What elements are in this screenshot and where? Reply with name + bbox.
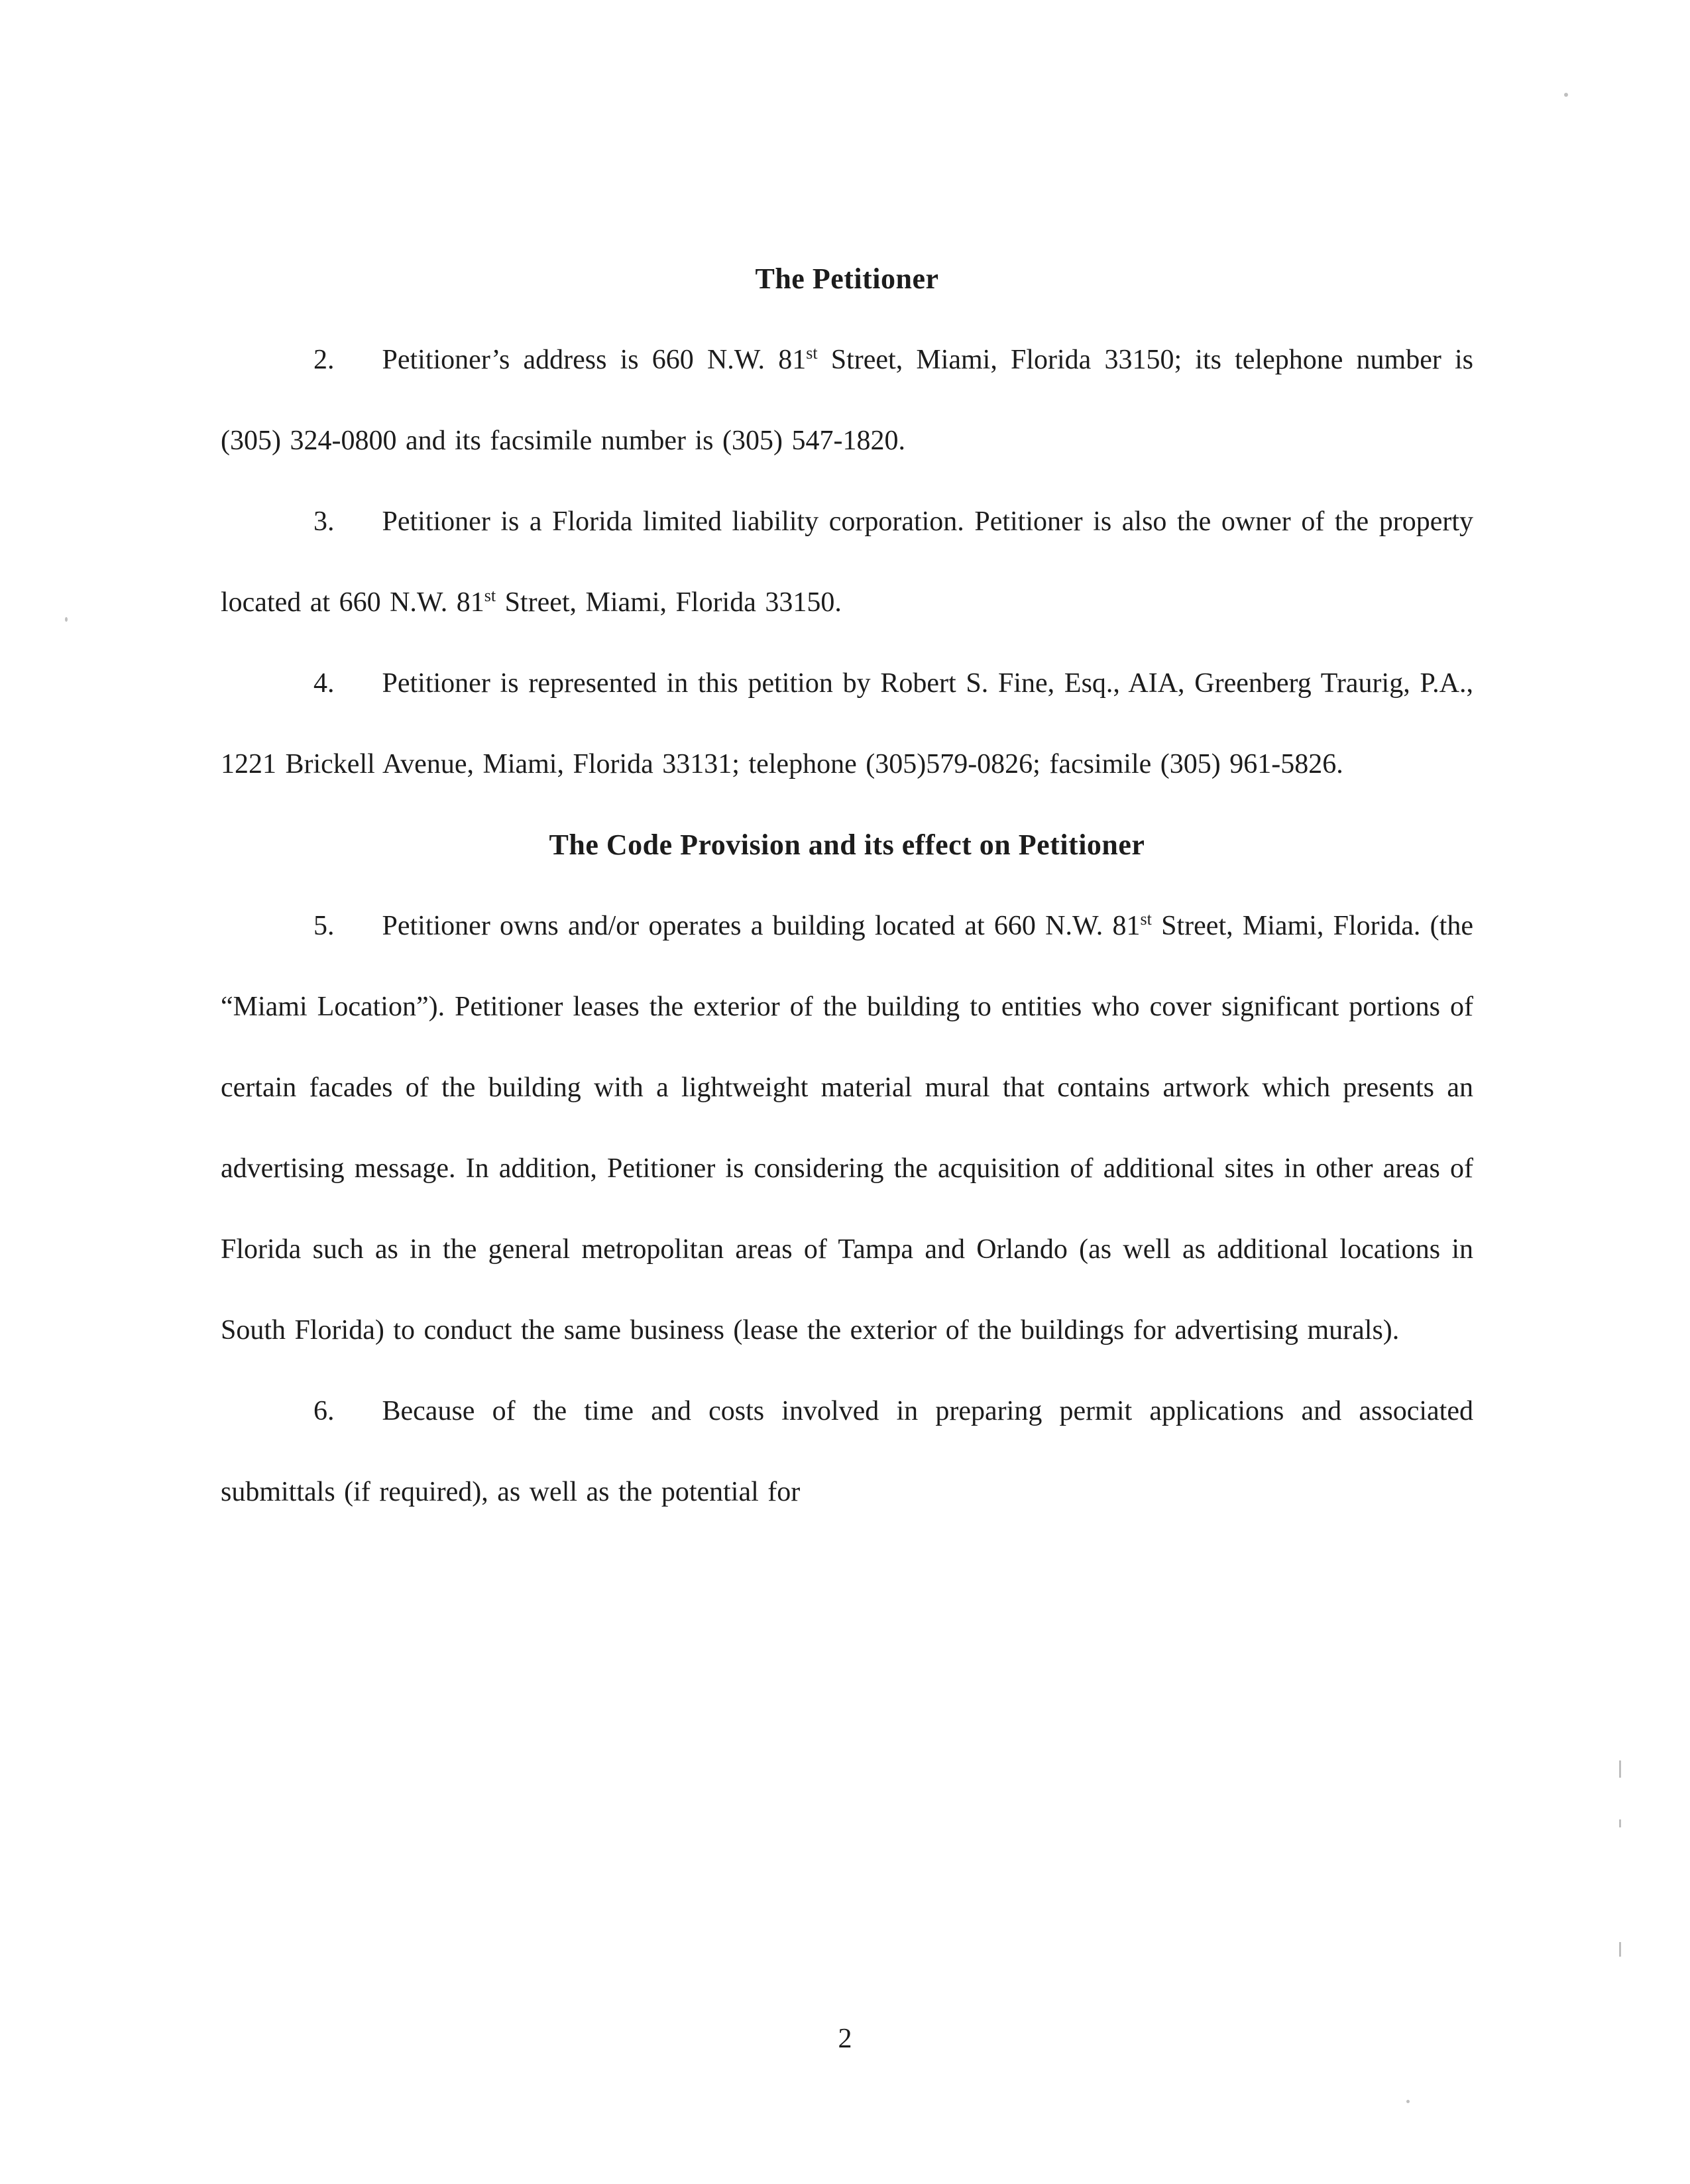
- section-heading-petitioner: The Petitioner: [755, 262, 939, 295]
- paragraph-5: [221, 886, 1473, 1371]
- paragraph-number: 2.: [313, 345, 335, 375]
- paragraph-number: 4.: [313, 668, 335, 699]
- paragraph-3: [221, 481, 1473, 643]
- page-number: 2: [838, 2024, 852, 2054]
- section-heading-code-provision: The Code Provision and its effect on Petitioner: [549, 829, 1145, 861]
- paragraph-text: Petitioner is a Florida limited liability corporation. Petitioner is also the owner of the property located at 660 N.W. 81: [221, 506, 1473, 618]
- ordinal-superscript: st: [806, 343, 818, 363]
- ordinal-superscript: st: [484, 586, 496, 605]
- scan-artifact: [65, 617, 68, 622]
- ordinal-superscript: st: [1140, 909, 1152, 929]
- scan-artifact: [1406, 2100, 1410, 2103]
- paragraph-6: [221, 1371, 1473, 1532]
- paragraph-4: [221, 643, 1473, 805]
- paragraph-2: [221, 319, 1473, 481]
- paragraph-text: Street, Miami, Florida 33150; its telephone number is (305) 324-0800 and its facsimile number is (305) 547-1820.: [221, 345, 1473, 456]
- paragraph-text: Because of the time and costs involved in preparing permit applications and associated submittals (if required), as well as the potential for: [221, 1396, 1473, 1507]
- paragraph-number: 6.: [313, 1396, 335, 1426]
- scan-artifact: [1564, 93, 1568, 97]
- scan-artifact: [1619, 1942, 1621, 1957]
- paragraph-text: Street, Miami, Florida. (the “Miami Location”). Petitioner leases the exterior of the building to entities who cover significant portions of certain facades of the building with a lightweight material mural that contains artwork which presents an advertising message. In addition, Petitioner is considering the acquisition of additional sites in other areas of Florida such as in the general metropolitan areas of Tampa and Orlando (as well as additional locations in South Florida) to conduct the same business (lease the exterior of the buildings for advertising murals).: [221, 911, 1473, 1346]
- paragraph-number: 3.: [313, 506, 335, 537]
- scan-artifact: [1619, 1819, 1621, 1827]
- paragraph-number: 5.: [313, 911, 335, 941]
- paragraph-text: Petitioner owns and/or operates a building located at 660 N.W. 81: [382, 911, 1141, 941]
- scan-artifact: [1619, 1760, 1621, 1778]
- paragraph-text: Petitioner is represented in this petition by Robert S. Fine, Esq., AIA, Greenberg Traurig, P.A., 1221 Brickell Avenue, Miami, Florida 33131; telephone (305)579-0826; facsimile (305) 961-5826.: [221, 668, 1473, 779]
- paragraph-text: Street, Miami, Florida 33150.: [496, 587, 842, 618]
- document-content: [221, 239, 1473, 1532]
- paragraph-text: Petitioner’s address is 660 N.W. 81: [382, 345, 807, 375]
